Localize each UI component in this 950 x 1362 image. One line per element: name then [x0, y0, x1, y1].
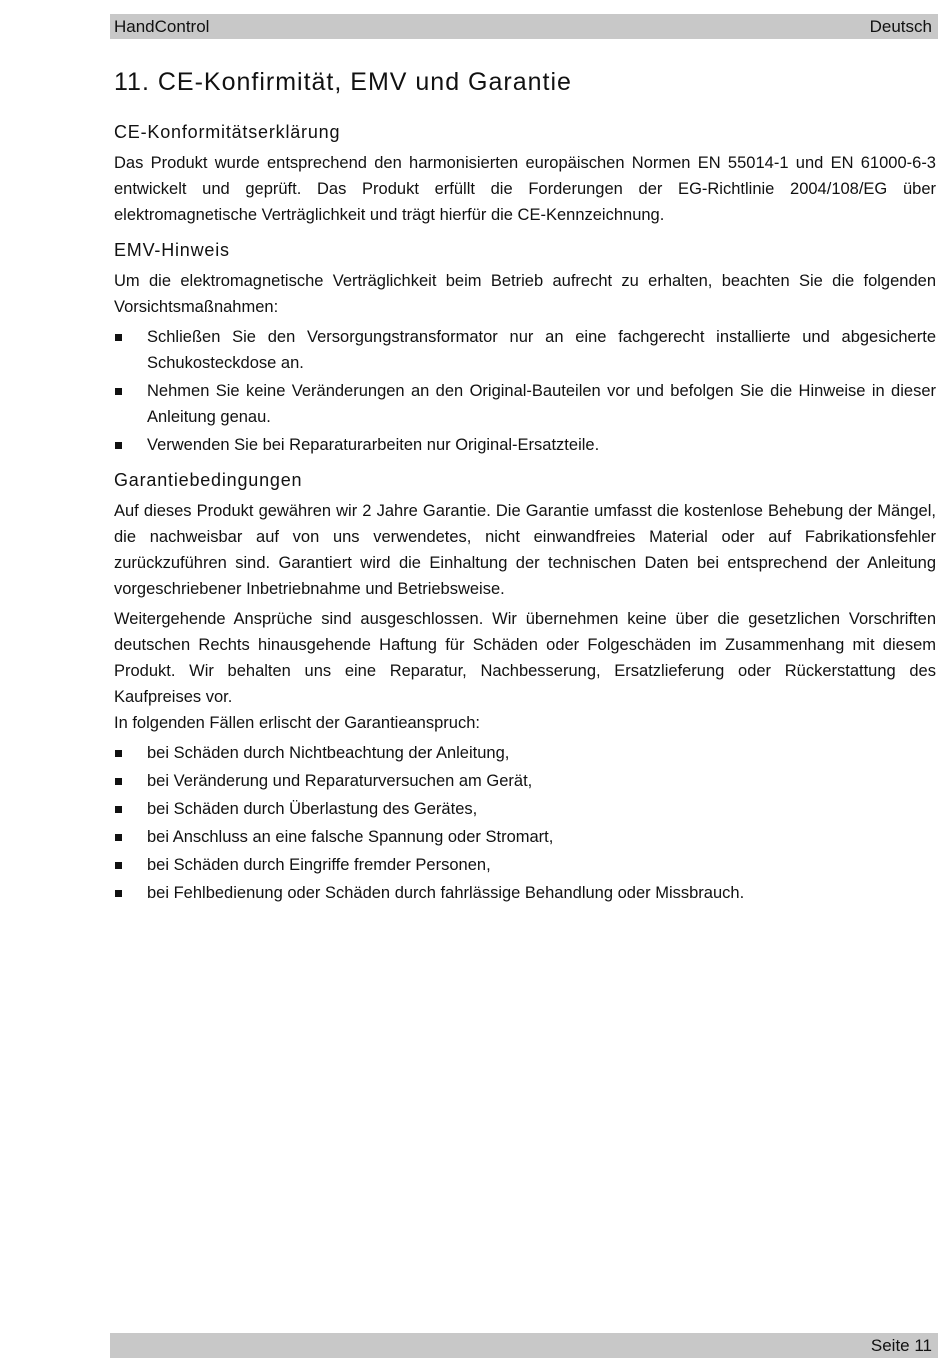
bullet-icon	[115, 862, 122, 869]
list-item: bei Anschluss an eine falsche Spannung oder Stromart,	[114, 824, 936, 850]
page-content	[114, 64, 936, 912]
bullet-icon	[115, 442, 122, 449]
ce-paragraph: Das Produkt wurde entsprechend den harmonisierten europäischen Normen EN 55014-1 und EN 61000-6-3 entwickelt und geprüft. Das Produkt erfüllt die Forderungen der EG-Richtlinie 2004/108/EG über elektromagnetische Verträglichkeit und trägt hierfür die CE-Kennzeichnung.	[114, 154, 936, 224]
garantie-list	[114, 740, 936, 906]
list-item: bei Schäden durch Überlastung des Gerätes,	[114, 796, 936, 822]
header-language: Deutsch	[869, 16, 932, 36]
bullet-icon	[115, 334, 122, 341]
page-header	[110, 14, 938, 39]
garantie-paragraph-1: Auf dieses Produkt gewähren wir 2 Jahre Garantie. Die Garantie umfasst die kostenlose Behebung der Mängel, die nachweisbar auf von uns verwendetes, nicht einwandfreies Material oder auf Fabrikationsfehler zurückzuführen sind. Garantiert wird die Einhaltung der technischen Daten bei entsprechend der Anleitung vorgeschriebener Inbetriebnahme und Betriebsweise.	[114, 502, 936, 598]
list-item: Nehmen Sie keine Veränderungen an den Original-Bauteilen vor und befolgen Sie die Hinweise in dieser Anleitung genau.	[114, 378, 936, 430]
page-number: Seite 11	[870, 1335, 932, 1355]
bullet-icon	[115, 388, 122, 395]
bullet-icon	[115, 806, 122, 813]
garantie-paragraph-3: In folgenden Fällen erlischt der Garantieanspruch:	[114, 714, 480, 732]
garantie-paragraph-2: Weitergehende Ansprüche sind ausgeschlossen. Wir übernehmen keine über die gesetzlichen Vorschriften deutschen Rechts hinausgehende Haftung für Schäden oder Folgeschäden im Zusammenhang mit diesem Produkt. Wir behalten uns eine Reparatur, Nachbesserung, Ersatzlieferung oder Rückerstattung des Kaufpreises vor.	[114, 610, 936, 706]
emv-list	[114, 324, 936, 458]
emv-heading: EMV-Hinweis	[114, 240, 230, 260]
list-item: bei Veränderung und Reparaturversuchen am Gerät,	[114, 768, 936, 794]
header-product-name: HandControl	[114, 16, 210, 36]
list-item: bei Fehlbedienung oder Schäden durch fahrlässige Behandlung oder Missbrauch.	[114, 880, 936, 906]
page-footer	[110, 1333, 938, 1358]
list-item: Schließen Sie den Versorgungstransformator nur an eine fachgerecht installierte und abgesicherte Schukosteckdose an.	[114, 324, 936, 376]
ce-heading: CE-Konformitätserklärung	[114, 122, 341, 142]
bullet-icon	[115, 890, 122, 897]
chapter-title: 11. CE-Konfirmität, EMV und Garantie	[114, 68, 572, 96]
bullet-icon	[115, 750, 122, 757]
bullet-icon	[115, 778, 122, 785]
emv-paragraph: Um die elektromagnetische Verträglichkeit beim Betrieb aufrecht zu erhalten, beachten Sie die folgenden Vorsichtsmaßnahmen:	[114, 272, 936, 316]
list-item: bei Schäden durch Eingriffe fremder Personen,	[114, 852, 936, 878]
list-item: bei Schäden durch Nichtbeachtung der Anleitung,	[114, 740, 936, 766]
bullet-icon	[115, 834, 122, 841]
list-item: Verwenden Sie bei Reparaturarbeiten nur Original-Ersatzteile.	[114, 432, 936, 458]
garantie-heading: Garantiebedingungen	[114, 470, 303, 490]
